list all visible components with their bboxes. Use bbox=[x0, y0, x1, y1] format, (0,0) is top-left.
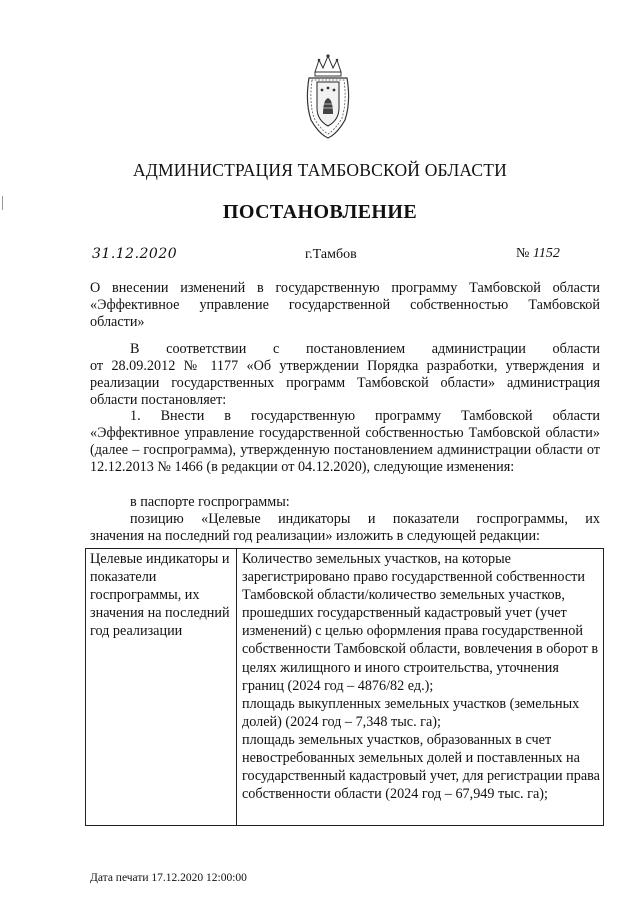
indicator-item: Количество земельных участков, на которые зарегистрировано право государственной собственности Тамбовской области/количество земельных участков, прошедших государственный кадастровый учет (учет изменений) с целью оформления права государственной собственности Тамбовской области, вовлечения в оборот в целях жилищного и иного строительства, уточнения границ (2024 год – 4876/82 ед.); bbox=[242, 551, 599, 694]
paragraph-position bbox=[90, 511, 600, 545]
subject-line: «Эффективное управление государственной собственностью Тамбовской bbox=[90, 296, 600, 313]
paragraph-text: от 28.09.2012 № 1177 «Об утверждении Порядка разработки, утверждения и реализации государственных программ Тамбовской области» администрация области постановляет: bbox=[90, 357, 600, 408]
document-subject bbox=[90, 280, 600, 331]
document-date: 31.12.2020 bbox=[92, 246, 178, 262]
indicator-item: площадь земельных участков, образованных в счет невостребованных земельных долей и поставленных на государственный кадастровый учет, для регистрации права собственности области (2024 год – 67,949 тыс. га); bbox=[242, 731, 600, 803]
indicators-table bbox=[85, 548, 604, 826]
paragraph-text: «Эффективное управление государственной собственностью Тамбовской области» (далее – госпрограмма), утвержденную постановлением администрации области от 12.12.2013 № 1466 (в редакции от 04.12.2020), следующие изменения: bbox=[90, 424, 600, 475]
number-sign: № bbox=[516, 246, 530, 261]
paragraph-item-1 bbox=[90, 408, 600, 476]
document-city: г.Тамбов bbox=[305, 247, 357, 262]
paragraph-passport: в паспорте госпрограммы: bbox=[130, 494, 290, 510]
paragraph-preamble bbox=[90, 341, 600, 409]
document-number bbox=[516, 246, 560, 262]
subject-line: О внесении изменений в государственную программу Тамбовской области bbox=[90, 280, 600, 296]
print-date-footer: Дата печати 17.12.2020 12:00:00 bbox=[90, 872, 247, 884]
number-value: 1152 bbox=[532, 246, 560, 261]
organization-name: АДМИНИСТРАЦИЯ ТАМБОВСКОЙ ОБЛАСТИ bbox=[133, 160, 507, 180]
coat-of-arms-icon bbox=[301, 52, 355, 140]
paragraph-second-line: значения на последний год реализации» изложить в следующей редакции: bbox=[90, 527, 540, 544]
subject-line: области» bbox=[90, 313, 145, 330]
table-cell-indicator-values bbox=[242, 550, 600, 803]
paragraph-first-line: позицию «Целевые индикаторы и показатели госпрограммы, их bbox=[130, 511, 600, 527]
document-type-title: ПОСТАНОВЛЕНИЕ bbox=[222, 201, 418, 223]
paragraph-first-line: 1. Внести в государственную программу Тамбовской области bbox=[130, 408, 600, 424]
indicator-item: площадь выкупленных земельных участков (земельных долей) (2024 год – 7,348 тыс. га); bbox=[242, 695, 580, 730]
table-cell-indicator-name: Целевые индикаторы и показатели госпрограммы, их значения на последний год реализации bbox=[90, 551, 230, 640]
table-column-divider bbox=[236, 549, 237, 825]
paragraph-first-line: В соответствии с постановлением администрации области bbox=[130, 341, 600, 357]
